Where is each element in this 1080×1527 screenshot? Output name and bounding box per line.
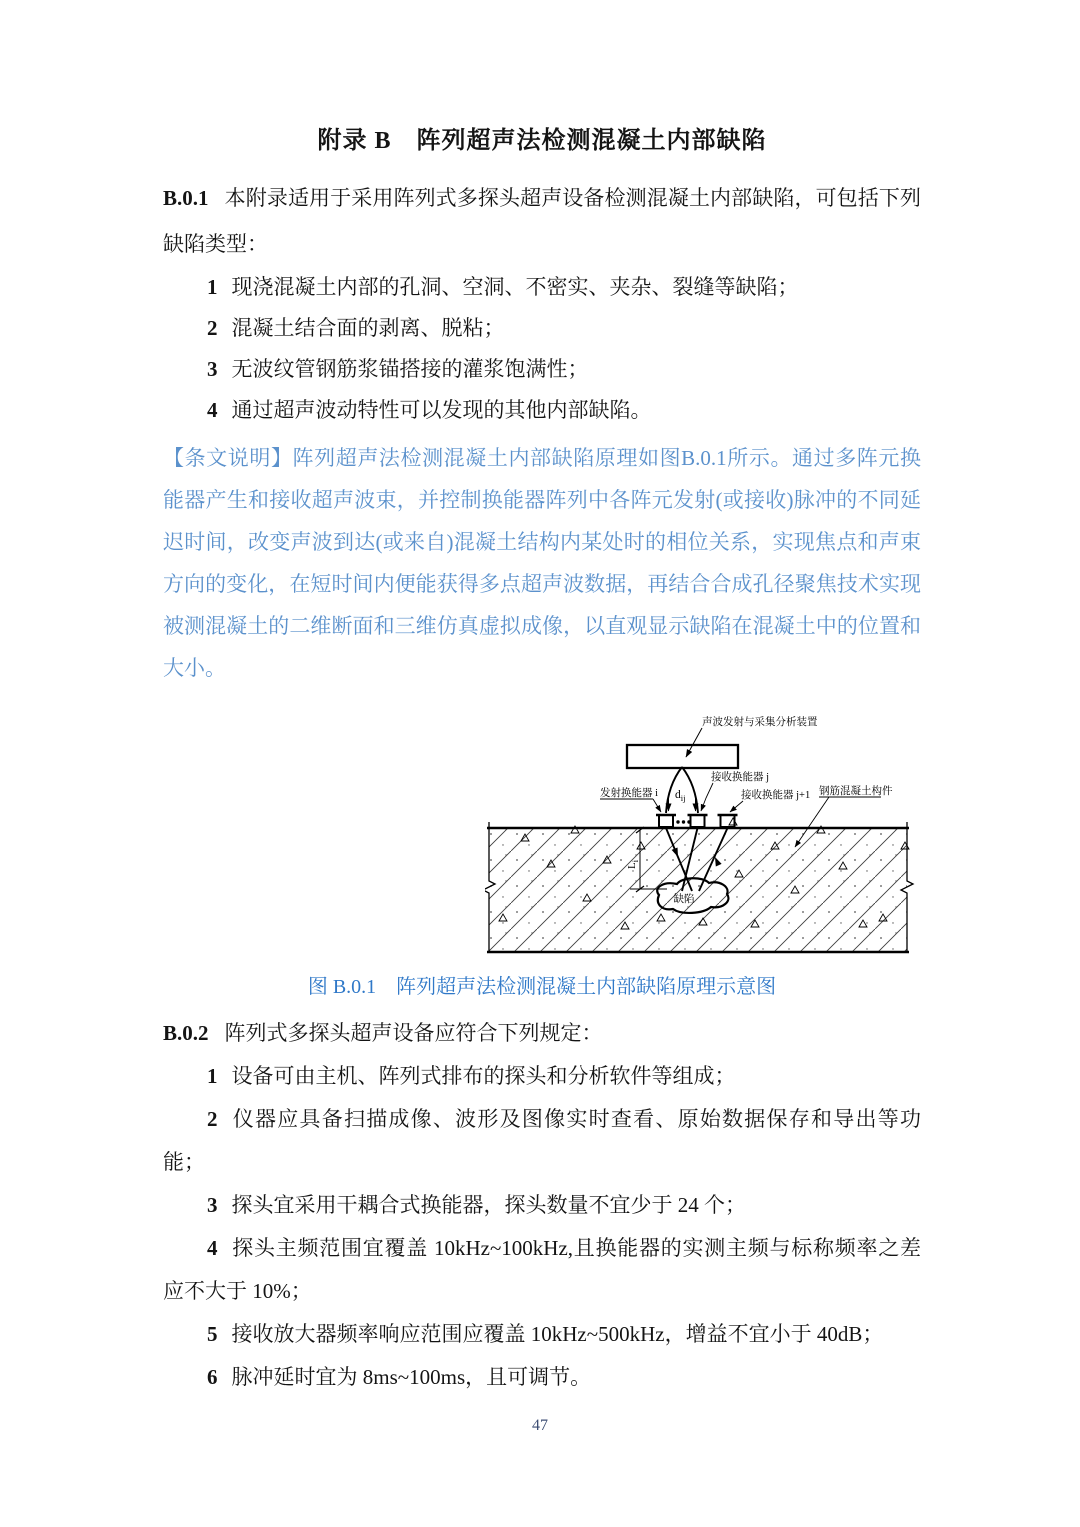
clause-b02-item-3 [163, 1184, 921, 1227]
clause-b01-label: B.0.1 [163, 186, 209, 210]
commentary-note: 【条文说明】阵列超声法检测混凝土内部缺陷原理如图B.0.1所示。通过多阵元换能器产生和接收超声波束，并控制换能器阵列中各阵元发射(或接收)脉冲的不同延迟时间，改变声波到达(或来自)混凝土结构内某处时的相位关系，实现焦点和声束方向的变化，在短时间内便能获得多点超声波数据，再结合合成孔径聚焦技术实现被测混凝土的二维断面和三维仿真虚拟成像，以直观显示缺陷在混凝土中的位置和大小。 [163, 446, 921, 680]
page-title: 附录 B 阵列超声法检测混凝土内部缺陷 [317, 128, 767, 154]
emitter-label: 发射换能器 i [600, 788, 659, 799]
depth-label-sub: i [631, 860, 640, 863]
item-text: 现浇混凝土内部的孔洞、空洞、不密实、夹杂、裂缝等缺陷； [231, 275, 799, 299]
device-callout [686, 715, 818, 757]
item-text: 探头主频范围宜覆盖 10kHz~100kHz,且换能器的实测主频与标称频率之差应不大于 10%； [163, 1236, 921, 1303]
item-number: 3 [207, 357, 218, 381]
spacing-label [675, 789, 685, 803]
item-number: 2 [207, 1107, 218, 1131]
defect-label: 缺陷 [673, 894, 695, 905]
acquisition-device-box [627, 745, 738, 768]
clause-b02 [163, 1011, 921, 1399]
clause-b02-item-4 [163, 1227, 921, 1313]
emitter-callout [600, 786, 661, 812]
item-text: 无波纹管钢筋浆锚搭接的灌浆饱满性； [231, 357, 589, 381]
concrete-hatching [489, 828, 907, 952]
receiver-j1-callout [730, 788, 810, 812]
item-text: 仪器应具备扫描成像、波形及图像实时查看、原始数据保存和导出等功能； [163, 1107, 921, 1174]
clause-b02-item-1 [163, 1055, 921, 1098]
transducer-j1 [718, 815, 738, 827]
receiver-j-label: 接收换能器 j [711, 772, 770, 783]
item-text: 混凝土结合面的剥离、脱粘； [231, 316, 505, 340]
clause-b01-intro [163, 175, 921, 267]
item-text: 脉冲延时宜为 8ms~100ms，且可调节。 [231, 1365, 592, 1389]
item-number: 3 [207, 1193, 218, 1217]
spacing-label-sub: ij [680, 793, 686, 803]
item-number: 4 [207, 1236, 218, 1260]
depth-label-main: L [626, 862, 638, 869]
item-text: 接收放大器频率响应范围应覆盖 10kHz~500kHz，增益不宜小于 40dB； [231, 1322, 884, 1346]
clause-b01-item-4 [163, 390, 921, 431]
array-ellipsis [676, 820, 690, 823]
clause-b01-intro-text: 本附录适用于采用阵列式多探头超声设备检测混凝土内部缺陷，可包括下列缺陷类型： [163, 186, 921, 256]
clause-b02-intro [163, 1011, 921, 1055]
clause-b02-intro-text: 阵列式多探头超声设备应符合下列规定： [224, 1021, 603, 1045]
clause-b02-label: B.0.2 [163, 1021, 209, 1045]
item-number: 1 [207, 275, 218, 299]
figure-caption: 图 B.0.1 阵列超声法检测混凝土内部缺陷原理示意图 [307, 976, 777, 998]
ultrasonic-array-schematic [485, 695, 937, 957]
transducer-i [656, 815, 676, 827]
item-number: 4 [207, 398, 218, 422]
figure-b01-diagram [485, 695, 937, 962]
clause-b01-item-3 [163, 349, 921, 390]
member-label: 钢筋混凝土构件 [819, 786, 893, 797]
clause-b01 [163, 175, 921, 431]
page-number: 47 [532, 1417, 548, 1434]
clause-b02-item-6 [163, 1356, 921, 1399]
item-number: 2 [207, 316, 218, 340]
item-text: 通过超声波动特性可以发现的其他内部缺陷。 [231, 398, 652, 422]
item-text: 探头宜采用干耦合式换能器，探头数量不宜少于 24 个； [231, 1193, 746, 1217]
clause-b01-item-1 [163, 267, 921, 308]
page-content [163, 120, 921, 1399]
clause-b01-item-2 [163, 308, 921, 349]
item-text: 设备可由主机、阵列式排布的探头和分析软件等组成； [231, 1064, 736, 1088]
device-cable [666, 767, 698, 813]
spacing-dimension [669, 789, 696, 811]
spacing-label-main: d [675, 789, 681, 801]
device-label: 声波发射与采集分析装置 [702, 717, 818, 728]
transducer-array [656, 815, 738, 827]
receiver-j1-label: 接收换能器 j+1 [741, 790, 811, 801]
item-number: 1 [207, 1064, 218, 1088]
item-number: 5 [207, 1322, 218, 1346]
clause-b02-item-5 [163, 1313, 921, 1356]
transducer-j [688, 815, 708, 827]
clause-b02-item-2 [163, 1098, 921, 1184]
item-number: 6 [207, 1365, 218, 1389]
